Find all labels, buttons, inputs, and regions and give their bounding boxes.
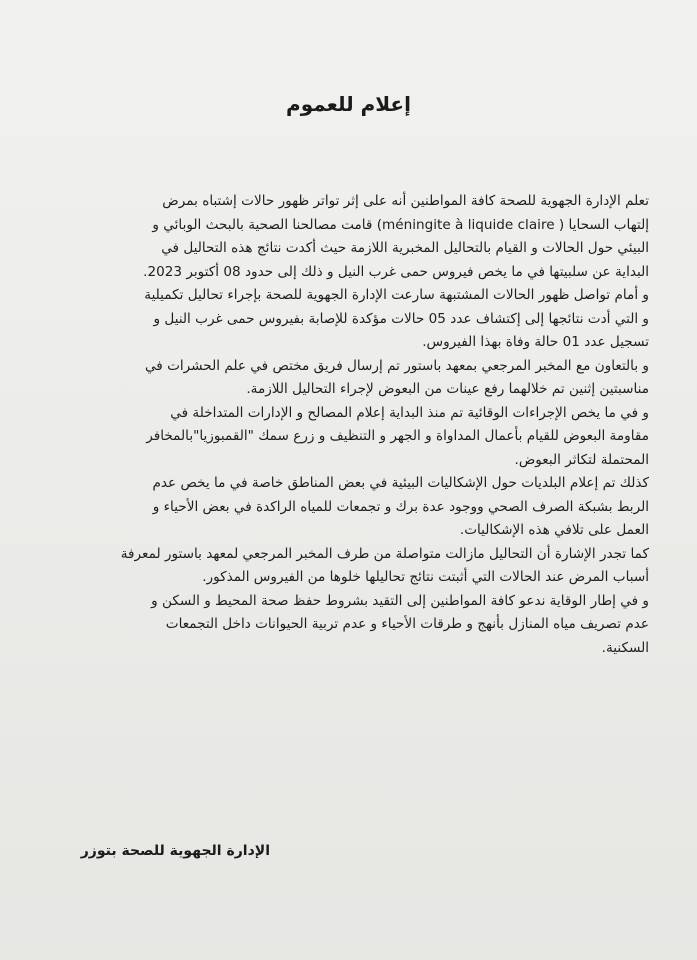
body-line: تعلم الإدارة الجهوية للصحة كافة المواطنين أنه على إثر تواتر ظهور حالات إشتباه بمرض <box>162 193 649 209</box>
body-line: و في إطار الوقاية ندعو كافة المواطنين إلى التقيد بشروط حفظ صحة المحيط و السكن و <box>151 592 649 609</box>
body-line: و في ما يخص الإجراءات الوقائية تم منذ البداية إعلام المصالح و الإدارات المتداخلة في <box>170 404 649 421</box>
body-line: البداية عن سلبيتها في ما يخص فيروس حمى غرب النيل و ذلك إلى حدود 08 أكتوبر 2023. <box>143 263 649 280</box>
body-line: كذلك تم إعلام البلديات حول الإشكاليات البيئية في بعض المناطق خاصة في ما يخص عدم <box>152 475 649 491</box>
body-line: العمل على تلافي هذه الإشكاليات. <box>459 522 649 538</box>
body-line: الربط بشبكة الصرف الصحي ووجود عدة برك و تجمعات للمياه الراكدة في بعض الأحياء و <box>152 498 649 515</box>
body-line: إلتهاب السحايا ( méningite à liquide claire) قامت مصالحنا الصحية بالبحث الوبائي و <box>152 216 649 233</box>
signature: الإدارة الجهوية للصحة بتوزر <box>80 843 270 859</box>
body-line: و بالتعاون مع المخبر المرجعي بمعهد باستور تم إرسال فريق مختص في علم الحشرات في <box>144 357 649 374</box>
body-line: تسجيل عدد 01 حالة وفاة بهذا الفيروس. <box>422 334 649 350</box>
body-line: مقاومة البعوض للقيام بأعمال المداواة و الجهر و التنظيف و زرع سمك "القمبوزيا"بالمخافر <box>146 428 649 444</box>
body-line: المحتملة لتكاثر البعوض. <box>514 451 649 468</box>
body-line: عدم تصريف مياه المنازل بأنهج و طرقات الأحياء و عدم تربية الحيوانات داخل التجمعات <box>165 616 649 632</box>
document-title: إعلام للعموم <box>286 92 411 116</box>
body-line: و أمام تواصل ظهور الحالات المشتبهة سارعت الإدارة الجهوية للصحة بإجراء تحاليل تكميلية <box>144 287 649 303</box>
body-line: كما تجدر الإشارة أن التحاليل مازالت متواصلة من طرف المخبر المرجعي لمعهد باستور لمعرفة <box>120 545 649 562</box>
body-line: و التي أدت نتائجها إلى إكتشاف عدد 05 حالات مؤكدة للإصابة بفيروس حمى غرب النيل و <box>153 310 649 327</box>
body-line: مناسبتين إثنين تم خلالهما رفع عينات من البعوض لإجراء التحاليل اللازمة. <box>246 381 649 397</box>
body-line: أسباب المرض عند الحالات التي أثبتت نتائج تحاليلها خلوها من الفيروس المذكور. <box>202 569 649 585</box>
body-line: السكنية. <box>601 639 649 656</box>
document-body <box>77 190 649 660</box>
body-line: البيئي حول الحالات و القيام بالتحاليل المخبرية اللازمة حيث أكدت نتائج هذه التحاليل في <box>161 240 649 256</box>
